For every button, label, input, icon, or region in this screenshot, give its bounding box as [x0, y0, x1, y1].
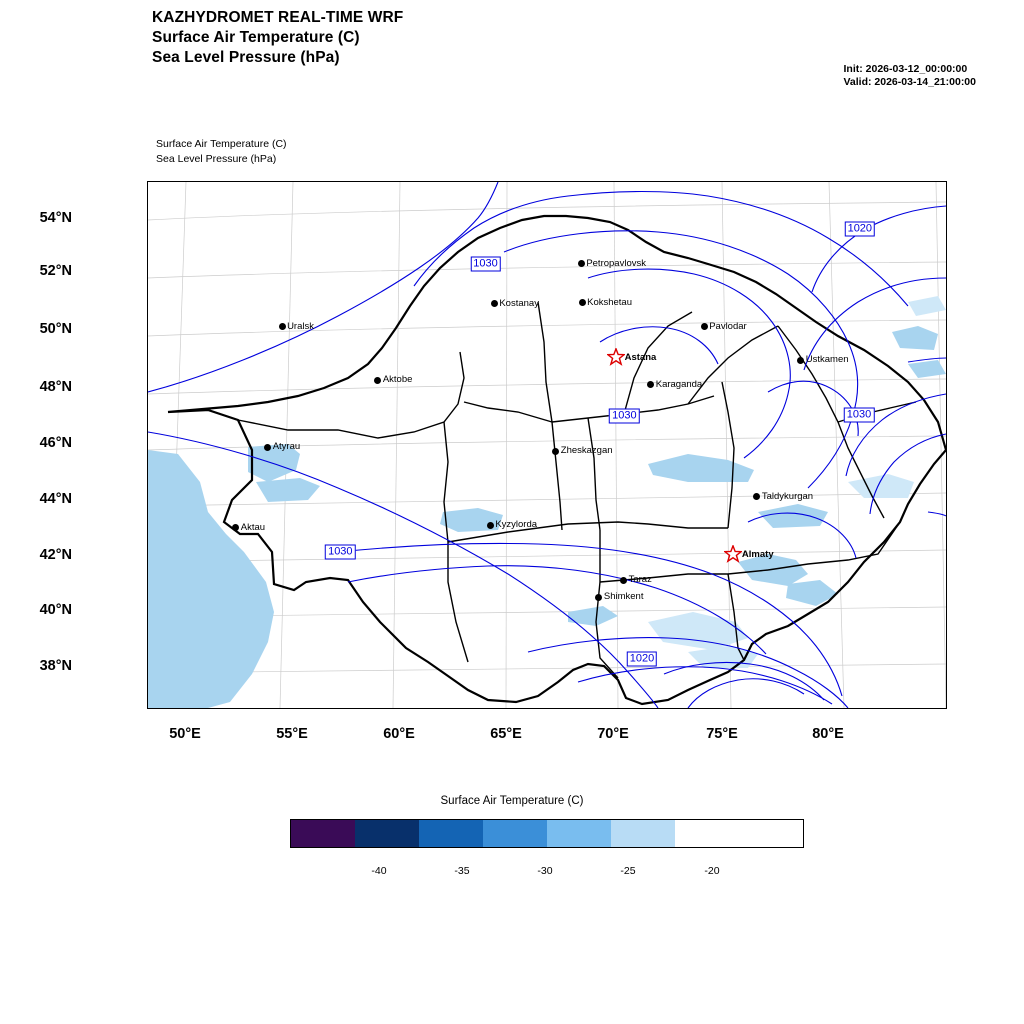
city-dot-icon [491, 300, 498, 307]
colorbar-swatch [291, 820, 355, 847]
water-bodies [148, 326, 946, 708]
colorbar-tick: -40 [371, 865, 387, 877]
title-block [152, 8, 752, 68]
city-label: Atyrau [272, 441, 301, 453]
subtitle-temperature: Surface Air Temperature (C) [152, 29, 360, 46]
colorbar [290, 819, 804, 848]
city-label: Aktobe [382, 374, 413, 386]
map-caption-pressure: Sea Level Pressure (hPa) [156, 153, 277, 165]
valid-time: Valid: 2026-03-14_21:00:00 [843, 76, 976, 88]
colorbar-swatch [547, 820, 611, 847]
city-label: Ustkamen [805, 354, 849, 366]
city-dot-icon [579, 299, 586, 306]
city-label: Karaganda [655, 378, 703, 390]
colorbar-swatch [355, 820, 419, 847]
star-icon [607, 348, 625, 366]
lat-tick-50N: 50°N [39, 321, 72, 337]
city-dot-icon [264, 444, 271, 451]
init-time: Init: 2026-03-12_00:00:00 [843, 63, 968, 75]
lat-tick-46N: 46°N [39, 435, 72, 451]
city-dot-icon [552, 448, 559, 455]
city-label: Shimkent [603, 591, 644, 602]
lat-tick-44N: 44°N [39, 491, 72, 507]
city-label: Almaty [741, 549, 774, 561]
city-label: Petropavlovsk [586, 257, 646, 269]
city-label: Taraz [628, 574, 652, 586]
lat-tick-38N: 38°N [39, 658, 72, 674]
isobar-label: 1030 [325, 544, 355, 559]
weather-map[interactable] [147, 181, 947, 709]
run-time-block [843, 63, 976, 89]
colorbar-tick: -30 [537, 865, 553, 877]
city-dot-icon [279, 323, 286, 330]
map-caption [156, 137, 287, 167]
star-icon [724, 545, 742, 563]
isobar-label: 1020 [627, 652, 657, 667]
colorbar-swatch [419, 820, 483, 847]
city-dot-icon [753, 493, 760, 500]
map-caption-temperature: Surface Air Temperature (C) [156, 138, 287, 150]
lat-tick-48N: 48°N [39, 379, 72, 395]
city-dot-icon [374, 377, 381, 384]
city-label: Aktau [240, 521, 266, 533]
city-dot-icon [620, 577, 627, 584]
colorbar-title: Surface Air Temperature (C) [440, 795, 584, 807]
city-label: Kyzylorda [495, 519, 538, 531]
city-label: Uralsk [287, 320, 314, 332]
isobar-label: 1020 [845, 222, 875, 237]
city-dot-icon [487, 522, 494, 529]
city-dot-icon [701, 323, 708, 330]
city-dot-icon [595, 594, 602, 601]
lat-tick-52N: 52°N [39, 263, 72, 279]
city-dot-icon [797, 357, 804, 364]
city-dot-icon [647, 381, 654, 388]
colorbar-swatch [675, 820, 739, 847]
lon-tick-70E: 70°E [597, 726, 629, 742]
lat-tick-54N: 54°N [39, 210, 72, 226]
city-label: Taldykurgan [761, 490, 814, 502]
city-label: Pavlodar [709, 320, 747, 332]
colorbar-ticks [290, 850, 804, 877]
lat-tick-40N: 40°N [39, 602, 72, 618]
isobar-label: 1030 [844, 408, 874, 423]
city-dot-icon [578, 260, 585, 267]
city-label: Zheskazgan [560, 445, 613, 457]
lon-tick-80E: 80°E [812, 726, 844, 742]
colorbar-tick: -25 [620, 865, 636, 877]
city-label: Astana [624, 351, 657, 363]
lon-tick-50E: 50°E [169, 726, 201, 742]
city-dot-icon [232, 524, 239, 531]
colorbar-swatch [483, 820, 547, 847]
lon-tick-55E: 55°E [276, 726, 308, 742]
city-label: Kostanay [499, 297, 539, 309]
city-label: Kokshetau [587, 296, 633, 308]
page-title: KAZHYDROMET REAL-TIME WRF [152, 9, 404, 26]
colorbar-swatch [739, 820, 803, 847]
colorbar-tick: -20 [704, 865, 720, 877]
lat-tick-42N: 42°N [39, 547, 72, 563]
subtitle-pressure: Sea Level Pressure (hPa) [152, 49, 340, 66]
lon-tick-65E: 65°E [490, 726, 522, 742]
colorbar-tick: -35 [454, 865, 470, 877]
colorbar-swatch [611, 820, 675, 847]
lon-tick-75E: 75°E [706, 726, 738, 742]
lon-tick-60E: 60°E [383, 726, 415, 742]
isobar-label: 1030 [609, 409, 639, 424]
isobar-label: 1030 [470, 256, 500, 271]
